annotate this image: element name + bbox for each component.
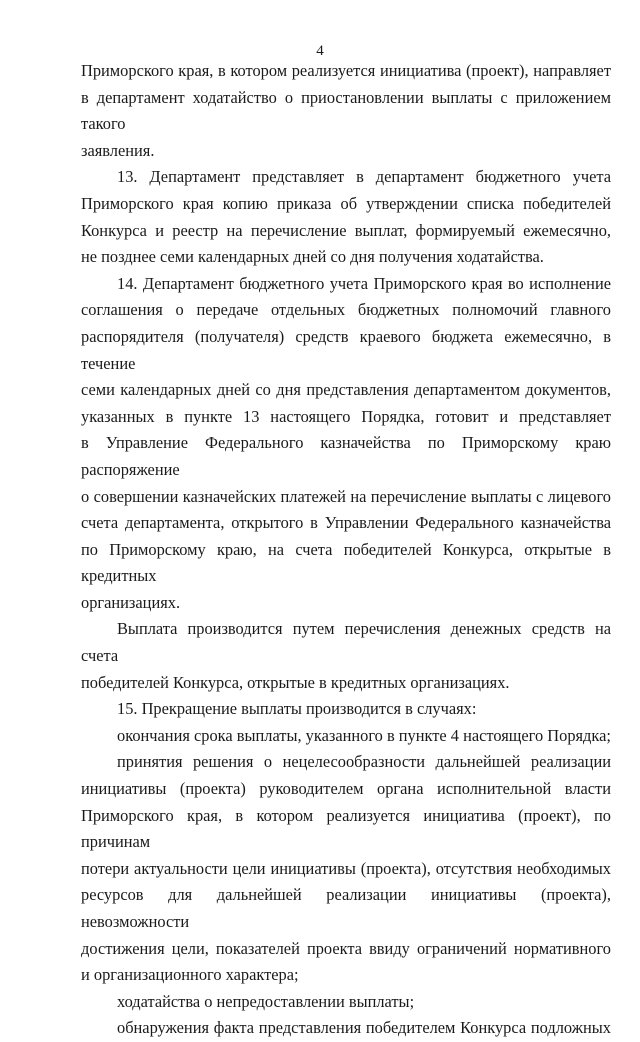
page-number: 4	[316, 43, 324, 59]
text-line: достижения цели, показателей проекта ввиду ограничений нормативного	[81, 938, 611, 958]
text-line: Приморского края копию приказа об утверждении списка победителей	[81, 193, 611, 213]
text-line: семи календарных дней со дня представления департаментом документов,	[81, 380, 611, 400]
text-line: Конкурса и реестр на перечисление выплат, формируемый ежемесячно,	[81, 220, 611, 240]
text-line: заявления.	[81, 140, 155, 160]
text-line: 13. Департамент представляет в департамент бюджетного учета	[117, 167, 611, 187]
text-line: ходатайства о непредоставлении выплаты;	[117, 991, 415, 1011]
text-line: соглашения о передаче отдельных бюджетных полномочий главного	[81, 300, 611, 320]
text-line: инициативы (проекта) руководителем органа исполнительной власти	[81, 779, 611, 799]
text-line: в Управление Федерального казначейства по Приморскому краю распоряжение	[81, 433, 611, 479]
document-body	[81, 58, 611, 1042]
text-line: принятия решения о нецелесообразности дальнейшей реализации	[117, 752, 611, 772]
text-line: потери актуальности цели инициативы (проекта), отсутствия необходимых	[81, 858, 611, 878]
text-line: окончания срока выплаты, указанного в пункте 4 настоящего Порядка;	[117, 725, 611, 745]
text-line: Приморского края, в котором реализуется инициатива (проект), направляет	[81, 61, 611, 80]
text-line: по Приморскому краю, на счета победителей Конкурса, открытые в кредитных	[81, 539, 611, 586]
text-line: Выплата производится путем перечисления денежных средств на счета	[81, 619, 611, 666]
text-line: обнаружения факта представления победителем Конкурса подложных	[117, 1018, 611, 1038]
text-line: 15. Прекращение выплаты производится в случаях:	[117, 699, 477, 719]
text-line: 14. Департамент бюджетного учета Приморского края во исполнение	[117, 273, 611, 293]
text-line: в департамент ходатайство о приостановлении выплаты с приложением такого	[81, 87, 611, 134]
text-line: распорядителя (получателя) средств краевого бюджета ежемесячно, в течение	[81, 326, 611, 373]
text-line: счета департамента, открытого в Управлении Федерального казначейства	[81, 513, 611, 533]
text-line: указанных в пункте 13 настоящего Порядка, готовит и представляет	[81, 406, 611, 426]
text-line: и организационного характера;	[81, 965, 299, 985]
text-line: Приморского края, в котором реализуется инициатива (проект), по причинам	[81, 805, 611, 852]
text-line: победителей Конкурса, открытые в кредитных организациях.	[81, 672, 510, 692]
text-line: не позднее семи календарных дней со дня получения ходатайства.	[81, 247, 544, 267]
text-line: организациях.	[81, 592, 181, 612]
text-line: о совершении казначейских платежей на перечисление выплаты с лицевого	[81, 486, 611, 506]
text-line: ресурсов для дальнейшей реализации инициативы (проекта), невозможности	[81, 885, 611, 931]
